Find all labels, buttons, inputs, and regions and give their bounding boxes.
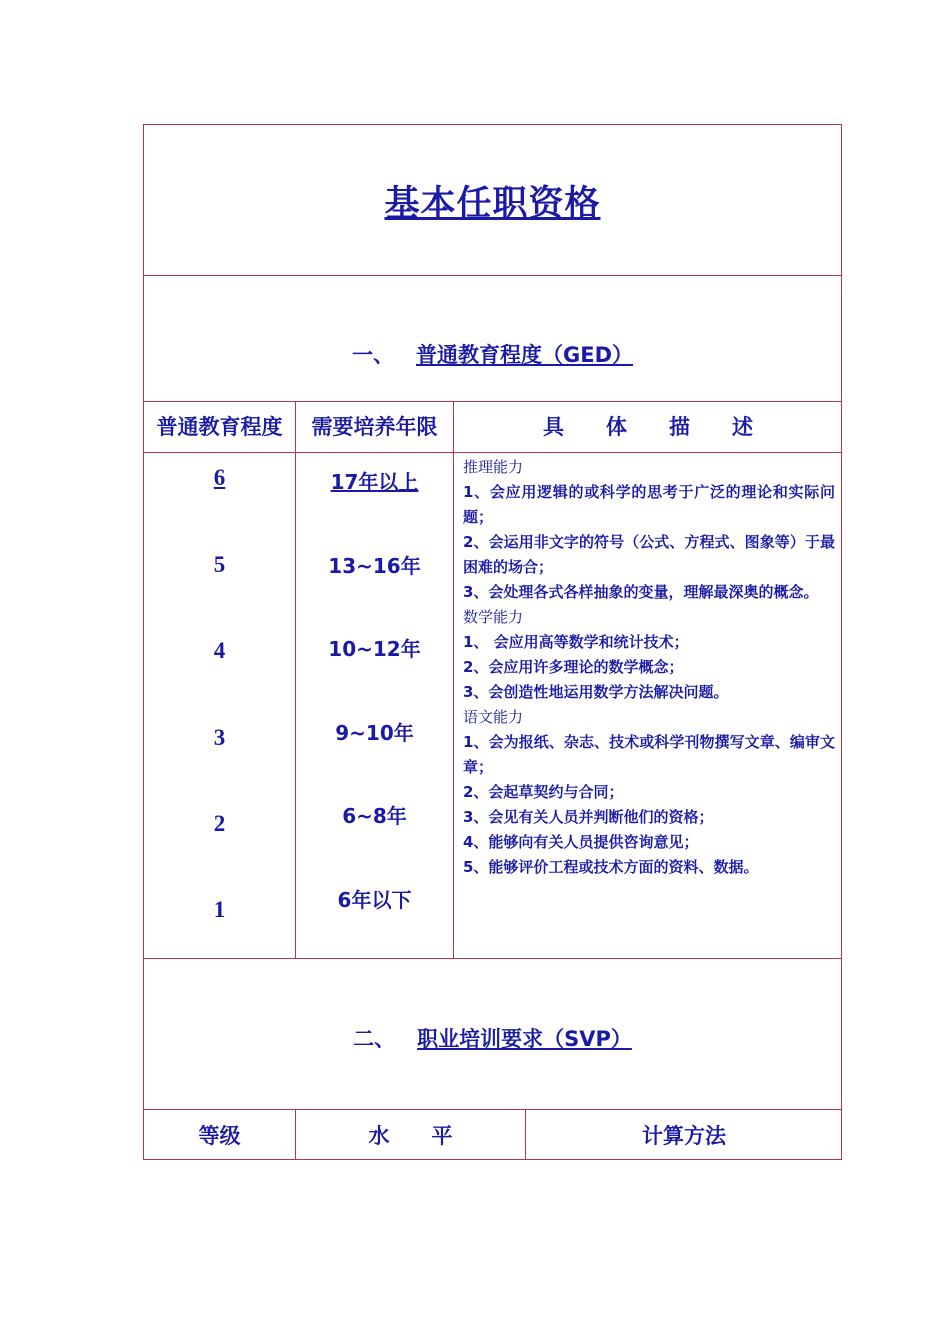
svp-section-label: 职业培训要求（SVP） [417, 1027, 632, 1051]
svp-section-heading [143, 1023, 842, 1053]
ged-header-description: 具 体 描 述 [543, 415, 753, 439]
page-title: 基本任职资格 [384, 184, 601, 224]
ged-header-level: 普通教育程度 [156, 415, 283, 439]
ability-item: 2、会应用许多理论的数学概念； [463, 658, 684, 676]
ged-section-label: 普通教育程度（GED） [415, 343, 633, 367]
ged-level: 3 [213, 725, 226, 750]
ability-item: 2、会运用非文字的符号（公式、方程式、图象等）于最困难的场合； [463, 533, 835, 576]
ability-item: 4、能够向有关人员提供咨询意见； [463, 833, 699, 851]
ged-years: 10~12年 [328, 637, 421, 661]
ged-level: 6 [213, 465, 226, 490]
ged-section-number: 一、 [351, 343, 394, 367]
table-divider [143, 1109, 842, 1110]
ged-years: 6年以下 [337, 888, 412, 912]
ged-level: 2 [213, 811, 226, 836]
ged-level: 1 [213, 897, 226, 922]
ged-years: 6~8年 [342, 804, 407, 828]
ability-item: 2、会起草契约与合同； [463, 783, 624, 801]
table-divider [143, 275, 842, 276]
ability-heading: 语文能力 [463, 708, 524, 726]
svp-section-number: 二、 [353, 1027, 396, 1051]
ged-years: 13~16年 [328, 554, 421, 578]
ability-heading: 数学能力 [463, 608, 524, 626]
ability-heading: 推理能力 [463, 458, 524, 476]
svp-header-method: 计算方法 [642, 1124, 726, 1148]
ged-years: 9~10年 [335, 721, 414, 745]
svp-header-grade: 等级 [198, 1124, 241, 1148]
ged-years: 17年以上 [330, 470, 419, 494]
ability-item: 5、能够评价工程或技术方面的资料、数据。 [463, 858, 759, 876]
table-divider [143, 958, 842, 959]
table-divider [143, 401, 842, 402]
ability-item: 3、会创造性地运用数学方法解决问题。 [463, 683, 729, 701]
ged-description [463, 455, 835, 880]
ged-level: 4 [213, 638, 226, 663]
ged-header-years: 需要培养年限 [311, 415, 438, 439]
table-divider [143, 452, 842, 453]
ged-section-heading [143, 339, 842, 369]
column-divider [453, 401, 454, 958]
ability-item: 1、 会应用高等数学和统计技术； [463, 633, 689, 651]
ged-level: 5 [213, 552, 226, 577]
svp-header-level: 水 平 [368, 1124, 453, 1148]
ability-item: 3、会处理各式各样抽象的变量，理解最深奥的概念。 [463, 583, 819, 601]
ability-item: 3、会见有关人员并判断他们的资格； [463, 808, 714, 826]
ability-item: 1、会为报纸、杂志、技术或科学刊物撰写文章、编审文章； [463, 733, 835, 776]
ability-item: 1、会应用逻辑的或科学的思考于广泛的理论和实际问题； [463, 483, 835, 526]
